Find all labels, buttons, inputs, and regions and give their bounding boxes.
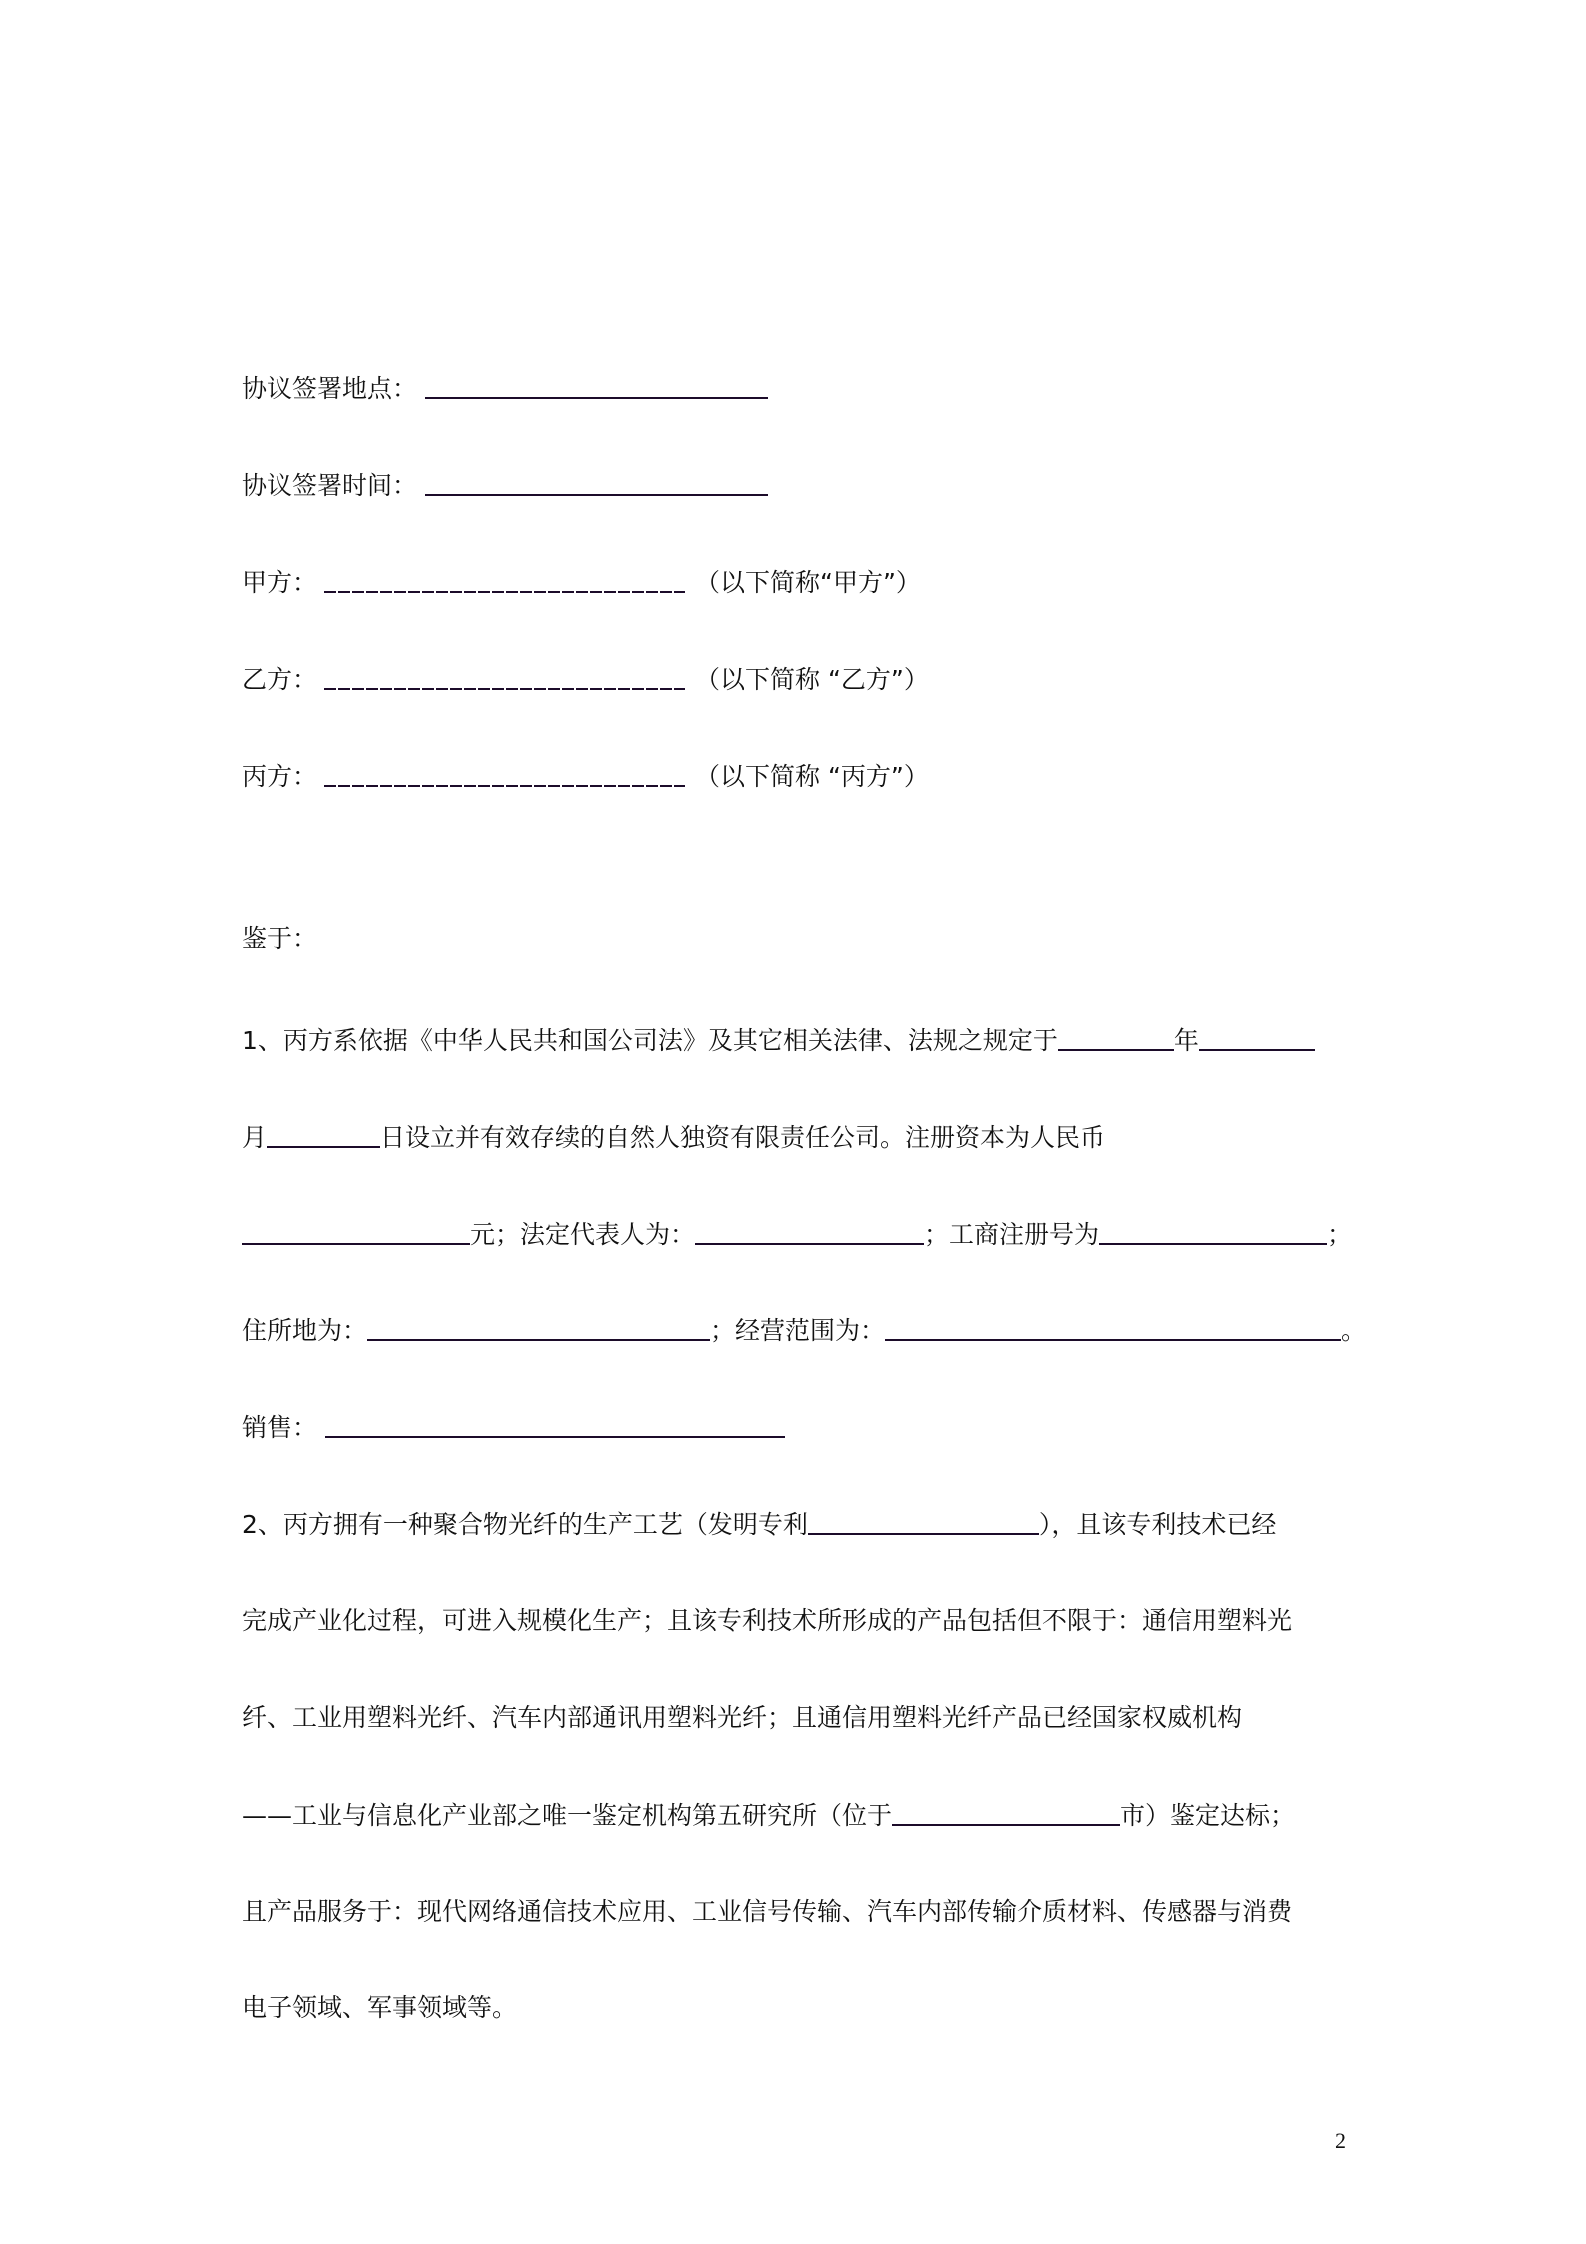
institute-city-field[interactable] [892, 1824, 1120, 1826]
business-scope-field[interactable] [885, 1339, 1341, 1341]
clause2-text: 2、丙方拥有一种聚合物光纤的生产工艺（发明专利 [242, 1510, 808, 1539]
signing-time-field[interactable] [425, 494, 768, 496]
signing-place-row [242, 368, 768, 404]
clause2-line2 [242, 1600, 1292, 1636]
clause2-line4 [242, 1795, 1295, 1831]
address-field[interactable] [367, 1339, 710, 1341]
clause1-line1 [242, 1020, 1315, 1056]
clause2-line5 [242, 1891, 1292, 1927]
sales-label: 销售： [242, 1413, 318, 1442]
sales-field[interactable] [325, 1436, 785, 1438]
party-b-row [242, 659, 929, 695]
clause1-line2 [242, 1117, 1105, 1153]
clause2-text: 纤、工业用塑料光纤、汽车内部通讯用塑料光纤；且通信用塑料光纤产品已经国家权威机构 [242, 1703, 1243, 1732]
legal-rep-label: 元；法定代表人为： [470, 1220, 696, 1249]
party-c-label: 丙方： [242, 762, 318, 791]
year-label: 年 [1173, 1026, 1199, 1055]
clause2-line1 [242, 1504, 1276, 1540]
signing-time-row [242, 465, 768, 501]
party-b-suffix: （以下简称 “乙方”） [695, 665, 929, 694]
party-a-suffix: （以下简称“甲方”） [695, 568, 921, 597]
clause2-text: 且产品服务于：现代网络通信技术应用、工业信号传输、汽车内部传输介质材料、传感器与消费 [242, 1897, 1293, 1926]
legal-rep-field[interactable] [695, 1243, 924, 1245]
clause1-line4 [242, 1310, 1366, 1346]
clause1-line5 [242, 1407, 785, 1443]
established-day-field[interactable] [267, 1146, 380, 1148]
clause2-text: 完成产业化过程，可进入规模化生产；且该专利技术所形成的产品包括但不限于：通信用塑料光 [242, 1606, 1293, 1635]
business-scope-label: ；经营范围为： [710, 1316, 886, 1345]
clause1-line3 [242, 1214, 1352, 1250]
signing-place-label: 协议签署地点： [242, 374, 418, 403]
party-a-field[interactable] [324, 591, 685, 593]
whereas-heading [242, 918, 317, 954]
registration-no-label: ；工商注册号为 [924, 1220, 1100, 1249]
party-a-label: 甲方： [242, 568, 318, 597]
party-a-row [242, 562, 921, 598]
clause2-text: 市）鉴定达标； [1120, 1801, 1296, 1830]
registration-no-field[interactable] [1099, 1243, 1327, 1245]
party-b-label: 乙方： [242, 665, 318, 694]
party-b-field[interactable] [324, 688, 685, 690]
party-c-field[interactable] [324, 785, 685, 787]
whereas-heading-text: 鉴于： [242, 924, 318, 953]
patent-number-field[interactable] [808, 1533, 1039, 1535]
party-c-suffix: （以下简称 “丙方”） [695, 762, 929, 791]
clause2-line6 [242, 1987, 517, 2023]
address-label: 住所地为： [242, 1316, 368, 1345]
registered-capital-field[interactable] [242, 1243, 470, 1245]
clause2-text: 电子领域、军事领域等。 [242, 1993, 518, 2022]
established-year-field[interactable] [1058, 1049, 1174, 1051]
signing-place-field[interactable] [425, 397, 768, 399]
clause1-text: 日设立并有效存续的自然人独资有限责任公司。注册资本为人民币 [380, 1123, 1106, 1152]
established-month-field[interactable] [1199, 1049, 1315, 1051]
clause1-text: 1、丙方系依据《中华人民共和国公司法》及其它相关法律、法规之规定于 [242, 1026, 1058, 1055]
page-number: 2 [1335, 2128, 1346, 2153]
semicolon: ； [1327, 1220, 1353, 1249]
period: 。 [1341, 1316, 1367, 1345]
month-label: 月 [242, 1123, 268, 1152]
clause2-line3 [242, 1697, 1242, 1733]
party-c-row [242, 756, 929, 792]
clause2-text: ），且该专利技术已经 [1038, 1510, 1277, 1539]
clause2-text: ——工业与信息化产业部之唯一鉴定机构第五研究所（位于 [242, 1801, 893, 1830]
signing-time-label: 协议签署时间： [242, 471, 418, 500]
